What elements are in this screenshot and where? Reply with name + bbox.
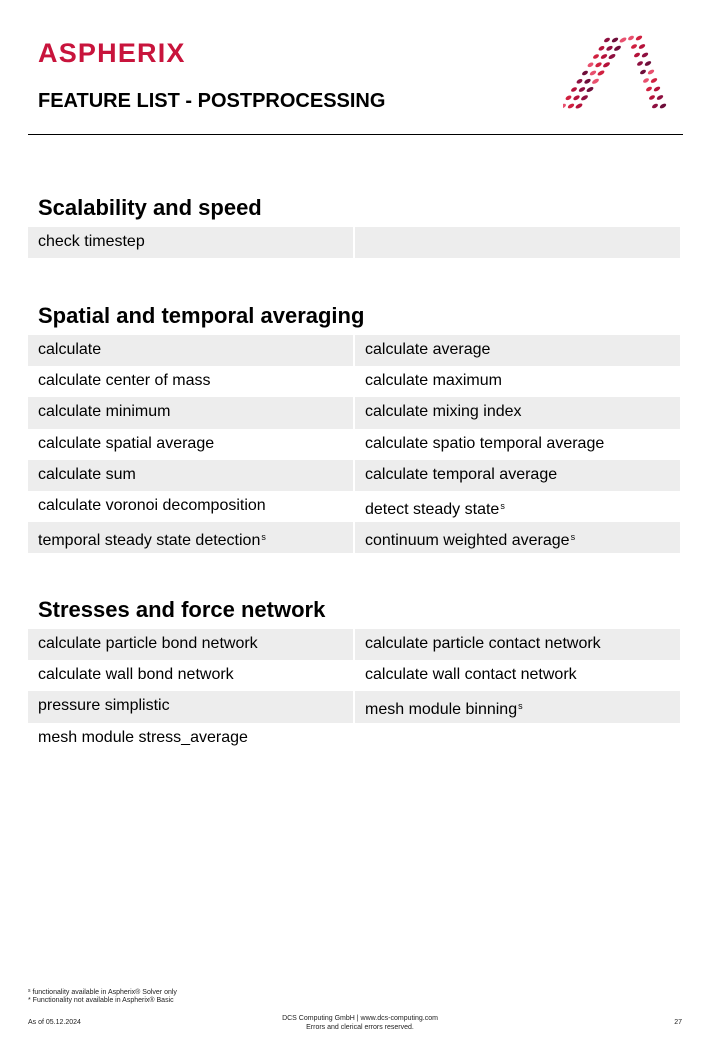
header-divider	[28, 134, 683, 135]
feature-cell: calculate spatio temporal average	[365, 434, 605, 452]
logo-dot	[642, 77, 649, 83]
table-row	[28, 629, 680, 660]
feature-cell	[355, 491, 680, 522]
solver-only-marker: s	[570, 532, 576, 543]
logo-dot	[645, 86, 652, 92]
footnote-text: functionality available in Aspherix® Solver only	[32, 989, 177, 996]
logo-dot	[592, 53, 599, 59]
logo-dot	[597, 69, 605, 76]
feature-cell	[355, 723, 680, 754]
feature-cell: calculate particle bond network	[28, 629, 353, 660]
logo-dot	[565, 95, 572, 101]
solver-only-marker: s	[500, 500, 505, 511]
logo-dot	[630, 43, 637, 49]
feature-cell: calculate wall bond network	[38, 666, 234, 684]
feature-cell: calculate voronoi decomposition	[38, 496, 266, 514]
company-info	[0, 1014, 720, 1032]
logo-dot	[635, 35, 643, 42]
logo-dot	[650, 77, 658, 84]
logo-dot	[580, 94, 588, 101]
feature-cell: calculate minimum	[28, 397, 353, 428]
logo-dot	[589, 70, 597, 77]
logo-dot	[602, 61, 610, 68]
logo-dot	[659, 103, 667, 110]
logo-dot	[576, 78, 583, 84]
logo-dot	[606, 45, 614, 52]
page-number: 27	[674, 1019, 682, 1026]
logo-dot	[647, 69, 655, 76]
logo-dot	[581, 70, 588, 76]
table-row	[28, 397, 680, 428]
logo-dot	[567, 103, 575, 110]
section-title: Spatial and temporal averaging	[38, 303, 365, 328]
feature-cell: calculate temporal average	[355, 460, 680, 491]
logo-dot	[611, 37, 619, 44]
table-row	[28, 460, 680, 491]
section-scalability	[28, 191, 680, 258]
feature-cell: calculate spatial average	[38, 434, 215, 452]
solver-only-marker: s	[518, 701, 523, 712]
logo-dot	[608, 53, 616, 60]
footnote-not-in-basic: * Functionality not available in Aspherix® Basic	[28, 997, 174, 1004]
feature-text: temporal steady state detection	[38, 532, 261, 550]
brand-wordmark: ASPHERIX	[38, 38, 186, 68]
logo-dot	[633, 52, 640, 58]
feature-cell: calculate wall contact network	[365, 666, 577, 684]
page-title: FEATURE LIST - POSTPROCESSING	[38, 90, 386, 112]
feature-text: detect steady state	[365, 500, 500, 518]
feature-cell: calculate	[28, 335, 353, 366]
section-title: Scalability and speed	[38, 195, 262, 220]
footnote-marker: s	[28, 988, 31, 994]
feature-cell: calculate maximum	[365, 372, 502, 390]
logo-dot	[656, 94, 664, 101]
logo-dot	[587, 62, 594, 68]
table-row	[28, 429, 680, 460]
aspherix-logo-icon	[563, 30, 675, 114]
logo-dot	[636, 60, 643, 66]
logo-dot	[653, 86, 661, 93]
logo-dot	[641, 52, 649, 59]
table-row	[28, 491, 680, 522]
logo-dot	[578, 86, 586, 93]
table-row	[28, 691, 680, 722]
solver-only-marker: s	[261, 532, 266, 543]
table-row	[28, 723, 680, 754]
logo-dot	[603, 37, 610, 43]
table-row	[28, 660, 680, 691]
logo-dot	[648, 94, 655, 100]
feature-cell: calculate sum	[28, 460, 353, 491]
logo-dot	[600, 53, 608, 60]
feature-cell: calculate center of mass	[38, 372, 211, 390]
table-row	[28, 335, 680, 366]
logo-dot	[627, 35, 634, 41]
document-date: As of 05.12.2024	[28, 1019, 81, 1026]
logo-dot	[570, 86, 577, 92]
section-title: Stresses and force network	[38, 597, 326, 622]
feature-cell	[355, 691, 680, 722]
logo-dot	[595, 61, 603, 68]
logo-dot	[584, 78, 592, 85]
feature-cell	[355, 522, 680, 553]
feature-cell: check timestep	[28, 227, 353, 258]
section-averaging	[28, 299, 680, 553]
logo-dot	[573, 94, 581, 101]
logo-dot	[575, 102, 583, 109]
feature-text: continuum weighted average	[365, 532, 570, 550]
feature-cell: calculate mixing index	[355, 397, 680, 428]
section-stresses	[28, 593, 680, 754]
logo-dot	[598, 45, 605, 51]
logo-dot	[638, 43, 646, 50]
logo-dot	[651, 103, 658, 109]
logo-dot	[586, 86, 594, 93]
table-row	[28, 366, 680, 397]
feature-cell: calculate particle contact network	[355, 629, 680, 660]
disclaimer-line: Errors and clerical errors reserved.	[306, 1024, 414, 1031]
feature-cell	[355, 227, 680, 258]
table-row	[28, 522, 680, 553]
feature-cell: mesh module stress_average	[38, 728, 248, 746]
feature-cell	[28, 522, 353, 553]
footnote-solver-only	[28, 988, 177, 996]
logo-dot	[639, 69, 646, 75]
feature-cell: pressure simplistic	[28, 691, 353, 722]
logo-dot	[613, 45, 621, 52]
logo-dot	[644, 60, 652, 67]
logo-dot	[563, 103, 567, 109]
logo-dot	[619, 36, 627, 43]
logo-dot	[591, 78, 599, 85]
feature-text: mesh module binning	[365, 701, 518, 719]
company-line: DCS Computing GmbH | www.dcs-computing.com	[282, 1015, 438, 1022]
table-row	[28, 227, 680, 258]
feature-cell: calculate average	[355, 335, 680, 366]
